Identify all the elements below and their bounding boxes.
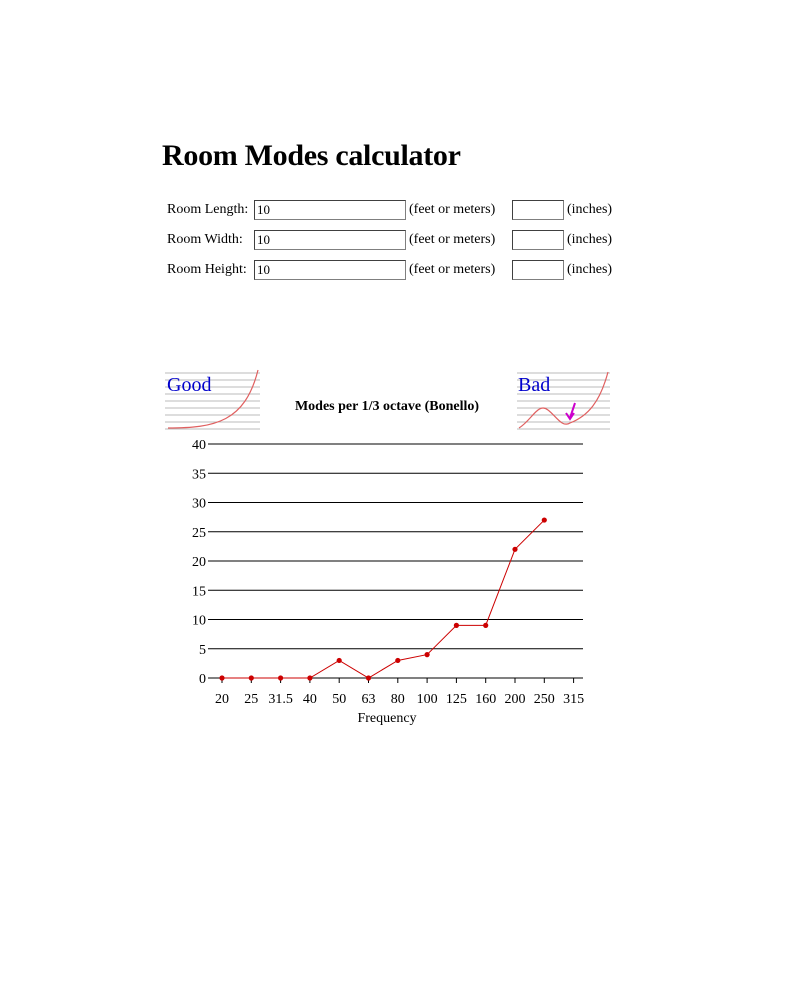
room-length-inches-input[interactable]	[512, 200, 564, 220]
y-tick-label: 15	[192, 584, 206, 600]
page-title: Room Modes calculator	[162, 139, 461, 172]
x-tick-label: 63	[361, 692, 376, 707]
room-width-inches-input[interactable]	[512, 230, 564, 250]
x-tick-label: 80	[390, 692, 405, 707]
room-width-inches-unit: (inches)	[567, 232, 613, 247]
room-length-inches-unit: (inches)	[567, 202, 613, 217]
room-length-unit: (feet or meters)	[409, 202, 496, 217]
bad-thumbnail	[517, 368, 610, 431]
data-point	[278, 675, 283, 680]
y-tick-label: 0	[199, 672, 206, 687]
room-height-unit: (feet or meters)	[409, 262, 496, 277]
room-length-input[interactable]	[254, 200, 406, 220]
x-tick-label: 20	[215, 692, 229, 707]
data-point	[395, 658, 400, 663]
data-point	[454, 623, 459, 628]
chart-container	[160, 330, 620, 730]
y-tick-label: 25	[192, 525, 206, 541]
room-width-input[interactable]	[254, 230, 406, 250]
y-tick-label: 30	[192, 496, 206, 512]
x-tick-label: 31.5	[268, 692, 293, 707]
data-point	[483, 623, 488, 628]
x-axis-label: Frequency	[357, 711, 417, 726]
x-tick-label: 160	[475, 692, 497, 707]
data-point	[512, 547, 517, 552]
y-tick-label: 10	[192, 613, 206, 629]
room-width-label: Room Width:	[167, 232, 243, 247]
series-line	[222, 520, 544, 678]
x-tick-label: 250	[533, 692, 555, 707]
y-tick-label: 40	[192, 438, 206, 453]
data-point	[249, 675, 254, 680]
data-point	[219, 675, 224, 680]
y-tick-label: 20	[192, 555, 206, 570]
data-point	[337, 658, 342, 663]
data-point	[425, 652, 430, 657]
modes-chart	[160, 330, 620, 730]
x-tick-label: 125	[445, 692, 467, 707]
room-height-label: Room Height:	[167, 262, 247, 277]
y-tick-label: 5	[199, 642, 206, 658]
good-thumbnail	[165, 368, 260, 431]
room-height-inches-unit: (inches)	[567, 262, 613, 277]
data-point	[542, 517, 547, 522]
room-height-inches-input[interactable]	[512, 260, 564, 280]
room-height-input[interactable]	[254, 260, 406, 280]
x-tick-label: 315	[563, 692, 585, 707]
room-length-label: Room Length:	[167, 202, 249, 217]
x-tick-label: 50	[332, 692, 347, 707]
y-tick-label: 35	[192, 467, 206, 483]
x-tick-label: 100	[416, 692, 438, 707]
x-tick-label: 25	[244, 692, 259, 707]
x-tick-label: 40	[302, 692, 317, 707]
x-tick-label: 200	[504, 692, 526, 707]
good-label: Good	[167, 374, 212, 396]
bad-label: Bad	[518, 374, 551, 396]
chart-title: Modes per 1/3 octave (Bonello)	[294, 399, 480, 414]
room-width-unit: (feet or meters)	[409, 232, 496, 247]
data-point	[366, 675, 371, 680]
data-point	[307, 675, 312, 680]
